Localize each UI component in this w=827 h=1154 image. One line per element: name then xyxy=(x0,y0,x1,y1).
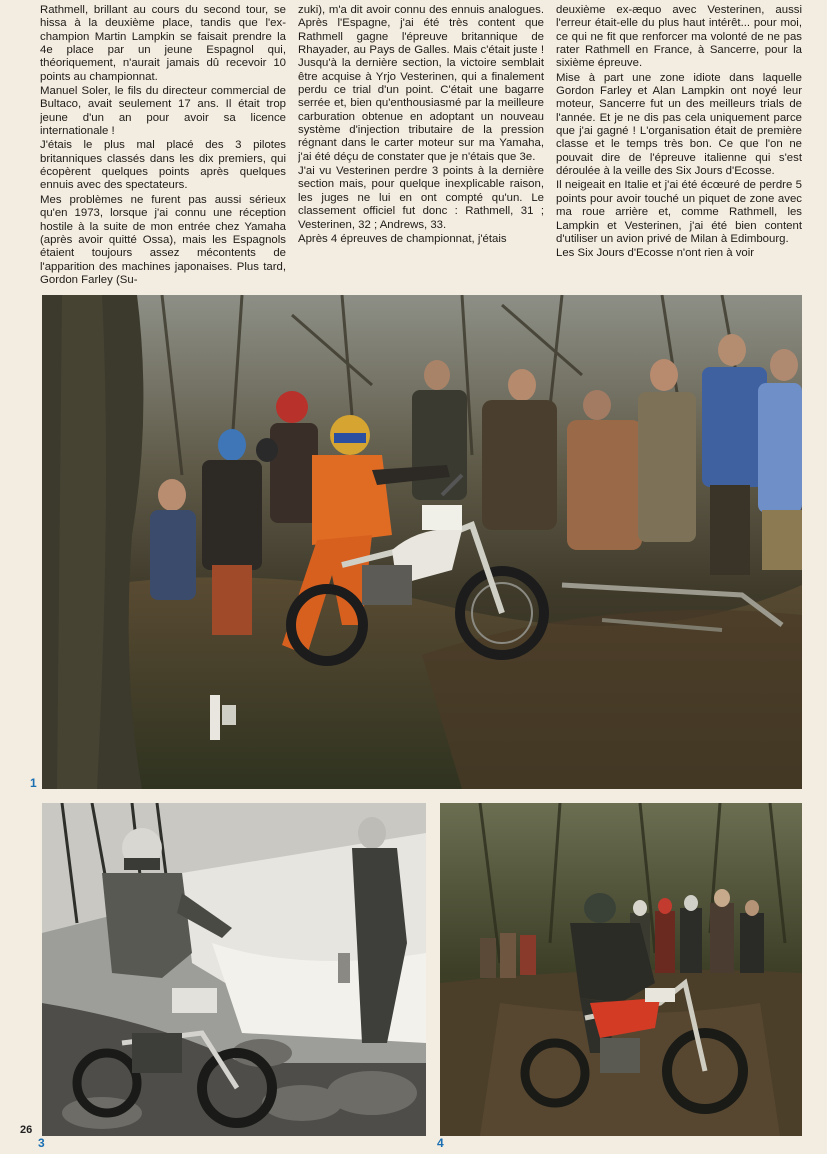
paragraph: Manuel Soler, le fils du directeur commercial de Bultaco, avait seulement 17 ans. Il était trop jeune d'un an pour avoir sa licence internationale ! xyxy=(40,85,286,138)
paragraph: Mes problèmes ne furent pas aussi sérieux qu'en 1973, lorsque j'ai connu une réception hostile à la suite de mon entrée chez Yamaha (après avoir quitté Ossa), mais les Espagnols étaient toujours assez mécontents de l'apparition des machines japonaises. Plus tard, Gordon Farley (Su- xyxy=(40,193,286,286)
paragraph: Rathmell, brillant au cours du second tour, se hissa à la deuxième place, tandis que l'ex-champion Martin Lampkin se faisait prendre la 4e place par un jeune Espagnol qui, théoriquement, n'aurait jamais dû recevoir 10 points au championnat. xyxy=(40,4,286,83)
photo-trial-rider-crowd xyxy=(42,295,802,789)
paragraph: zuki), m'a dit avoir connu des ennuis analogues. Après l'Espagne, j'ai été très content que Rathmell gagne l'épreuve britannique de Rhayader, au Pays de Galles. Mais c'était juste ! Jusqu'à la dernière section, la victoire semblait être acquise à Yrjo Vesterinen, qui a finalement perdu ce trial d'un point. C'était une bagarre serrée et, bien qu'enthousiasmé par la meilleure carburation obtenue en adoptant un nouveau système d'injection tributaire de la pression régnant dans le carter moteur sur ma Yamaha, j'ai été déçu de constater que je n'étais que 3e. xyxy=(298,4,544,163)
paragraph: Les Six Jours d'Ecosse n'ont rien à voir xyxy=(556,247,755,260)
photo-rider-red-bike xyxy=(440,803,802,1136)
page-number: 26 xyxy=(20,1124,33,1136)
photo-caption-number: 1 xyxy=(30,776,37,790)
photo-rider-snow-bw xyxy=(42,803,426,1136)
paragraph: J'étais le plus mal placé des 3 pilotes britanniques classés dans les dix premiers, qui écopèrent quelques points après quelques ennuis avec des spectateurs. xyxy=(40,139,286,192)
text-column-2 xyxy=(298,4,544,294)
article-text xyxy=(40,4,802,294)
text-column-1 xyxy=(40,4,286,294)
text-column-3 xyxy=(556,4,802,294)
photo-caption-number: 4 xyxy=(437,1136,444,1150)
paragraph: Il neigeait en Italie et j'ai été écœuré de perdre 5 points pour avoir touché un piquet de zone avec ma roue arrière et, comme Rathmell, les Lampkin et Vesterinen, j'ai été bien content d'utiliser un avion privé de Milan à Edimbourg. xyxy=(556,179,802,245)
paragraph: Mise à part une zone idiote dans laquelle Gordon Farley et Alan Lampkin ont noyé leur moteur, Sancerre fut un des meilleurs trials de l'année. Et je ne dis pas cela uniquement parce que j'ai gagné ! L'organisation était de première classe et le temps très bon. Ce que l'on ne pouvait dire de l'épreuve italienne qui s'est déroulée à la veille des Six Jours d'Ecosse. xyxy=(556,71,802,178)
paragraph: deuxième ex-æquo avec Vesterinen, aussi l'erreur était-elle du plus haut intérêt... pour moi, ce qui ne fit que renforcer ma volonté de ne pas rater Rathmell en France, à Sancerre, pour la sixième épreuve. xyxy=(556,4,802,70)
paragraph: Après 4 épreuves de championnat, j'étais xyxy=(298,232,507,245)
paragraph: J'ai vu Vesterinen perdre 3 points à la dernière section mais, pour quelque inexplicable raison, les juges ne lui en ont compté qu'un. Le classement officiel fut donc : Rathmell, 31 ; Vesterinen, 32 ; Andrews, 33. xyxy=(298,165,544,231)
photo-caption-number: 3 xyxy=(38,1136,45,1150)
